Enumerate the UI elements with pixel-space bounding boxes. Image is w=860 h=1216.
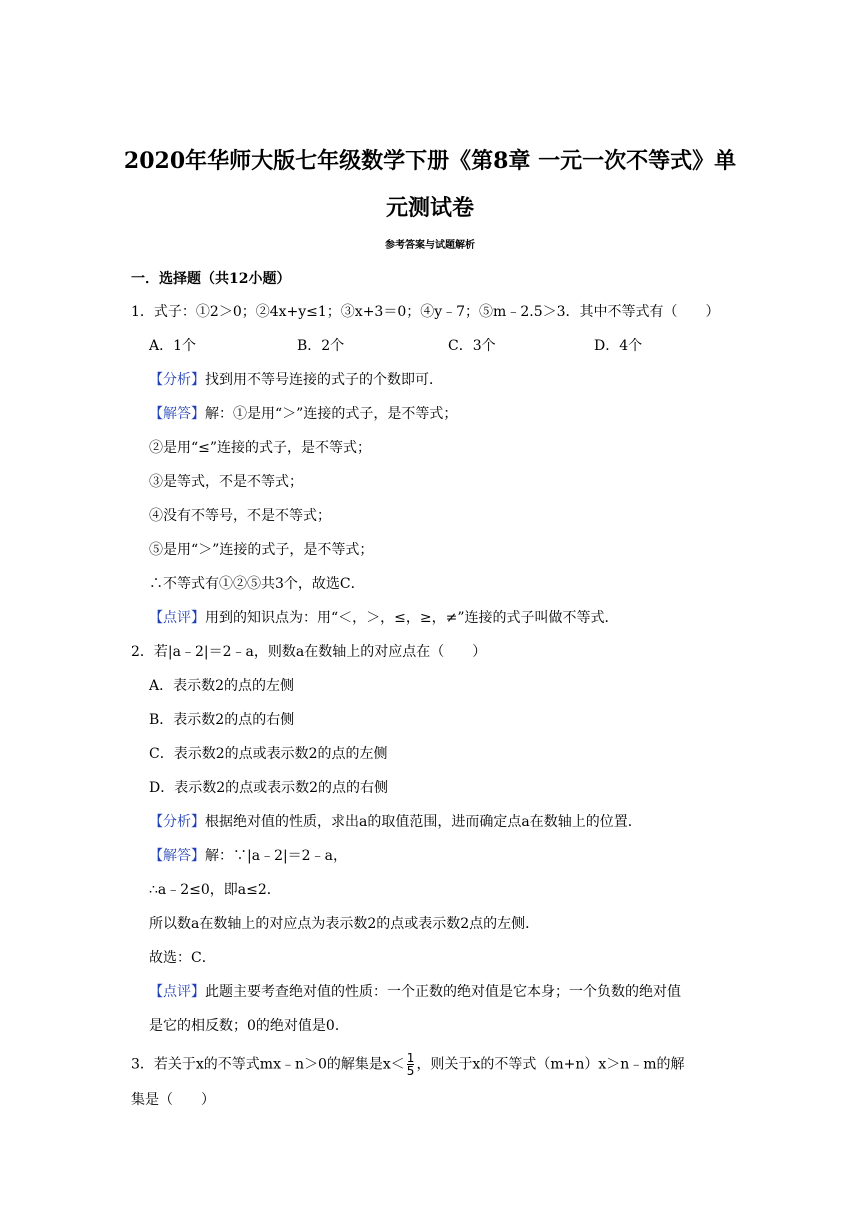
q2-option-b: B．表示数2的点的右侧 xyxy=(149,712,295,728)
analysis-tag: 【分析】 xyxy=(149,814,205,830)
fraction xyxy=(407,1052,415,1077)
q2-stem: 2．若|a﹣2|＝2﹣a，则数a在数轴上的对应点在（ ） xyxy=(131,644,487,660)
q3-stem xyxy=(131,1052,685,1077)
q3-stem-cont: 集是（ ） xyxy=(131,1092,215,1108)
q1-option-c: C．3个 xyxy=(448,338,496,354)
fraction-denominator: 5 xyxy=(406,1064,415,1078)
q2-comment xyxy=(149,982,681,1002)
comment-tag: 【点评】 xyxy=(149,984,205,1000)
answer-line: ④没有不等号，不是不等式； xyxy=(149,508,331,524)
q1-stem: 1．式子：①2＞0；②4x+y≤1；③x+3＝0；④y﹣7；⑤m﹣2.5＞3．其中不等式有（ ） xyxy=(131,304,720,320)
analysis-tag: 【分析】 xyxy=(149,372,205,388)
answer-line: ②是用“≤”连接的式子，是不等式； xyxy=(149,440,372,456)
q1-comment xyxy=(149,608,619,628)
q1-option-b: B．2个 xyxy=(297,338,345,354)
answer-line: ∴不等式有①②⑤共3个，故选C． xyxy=(149,576,365,592)
comment-text-cont: 是它的相反数；0的绝对值是0． xyxy=(149,1018,349,1034)
answer-line: ③是等式，不是不等式； xyxy=(149,474,303,490)
document-title-cont: 元测试卷 xyxy=(385,195,474,221)
q2-option-a: A．表示数2的点的左侧 xyxy=(149,678,295,694)
q1-answer xyxy=(149,404,457,424)
q1-option-a: A．1个 xyxy=(149,338,197,354)
q1-option-d: D．4个 xyxy=(594,338,643,354)
analysis-text: 根据绝对值的性质，求出a的取值范围，进而确定点a在数轴上的位置． xyxy=(205,814,642,830)
q1-analysis xyxy=(149,370,443,390)
fraction-numerator: 1 xyxy=(406,1051,415,1065)
answer-line: 解：①是用“＞”连接的式子，是不等式； xyxy=(205,406,458,422)
q2-analysis xyxy=(149,812,642,832)
q2-option-c: C．表示数2的点或表示数2的点的左侧 xyxy=(149,746,388,762)
answer-line: 解：∵|a﹣2|＝2﹣a， xyxy=(205,848,347,864)
document-subtitle: 参考答案与试题解析 xyxy=(385,240,475,251)
document-title: 2020年华师大版七年级数学下册《第8章 一元一次不等式》单 xyxy=(123,148,737,174)
answer-line: 所以数a在数轴上的对应点为表示数2的点或表示数2点的左侧． xyxy=(149,916,540,932)
answer-tag: 【解答】 xyxy=(149,406,205,422)
q3-stem-b: ，则关于x的不等式（m+n）x＞n﹣m的解 xyxy=(416,1056,685,1073)
analysis-text: 找到用不等号连接的式子的个数即可． xyxy=(205,372,443,388)
answer-tag: 【解答】 xyxy=(149,848,205,864)
answer-line: 故选：C． xyxy=(149,950,216,966)
answer-line: ⑤是用“＞”连接的式子，是不等式； xyxy=(149,542,374,558)
comment-tag: 【点评】 xyxy=(149,610,205,626)
q2-answer xyxy=(149,846,347,866)
q3-stem-a: 3．若关于x的不等式mx﹣n＞0的解集是x＜ xyxy=(131,1056,405,1073)
q2-option-d: D．表示数2的点或表示数2的点的右侧 xyxy=(149,780,389,796)
section-heading: 一．选择题（共12小题） xyxy=(131,271,291,287)
comment-text: 用到的知识点为：用“＜，＞，≤，≥，≠”连接的式子叫做不等式． xyxy=(205,610,619,626)
comment-text: 此题主要考查绝对值的性质：一个正数的绝对值是它本身；一个负数的绝对值 xyxy=(205,984,681,1000)
answer-line: ∴a﹣2≤0，即a≤2． xyxy=(149,882,281,898)
